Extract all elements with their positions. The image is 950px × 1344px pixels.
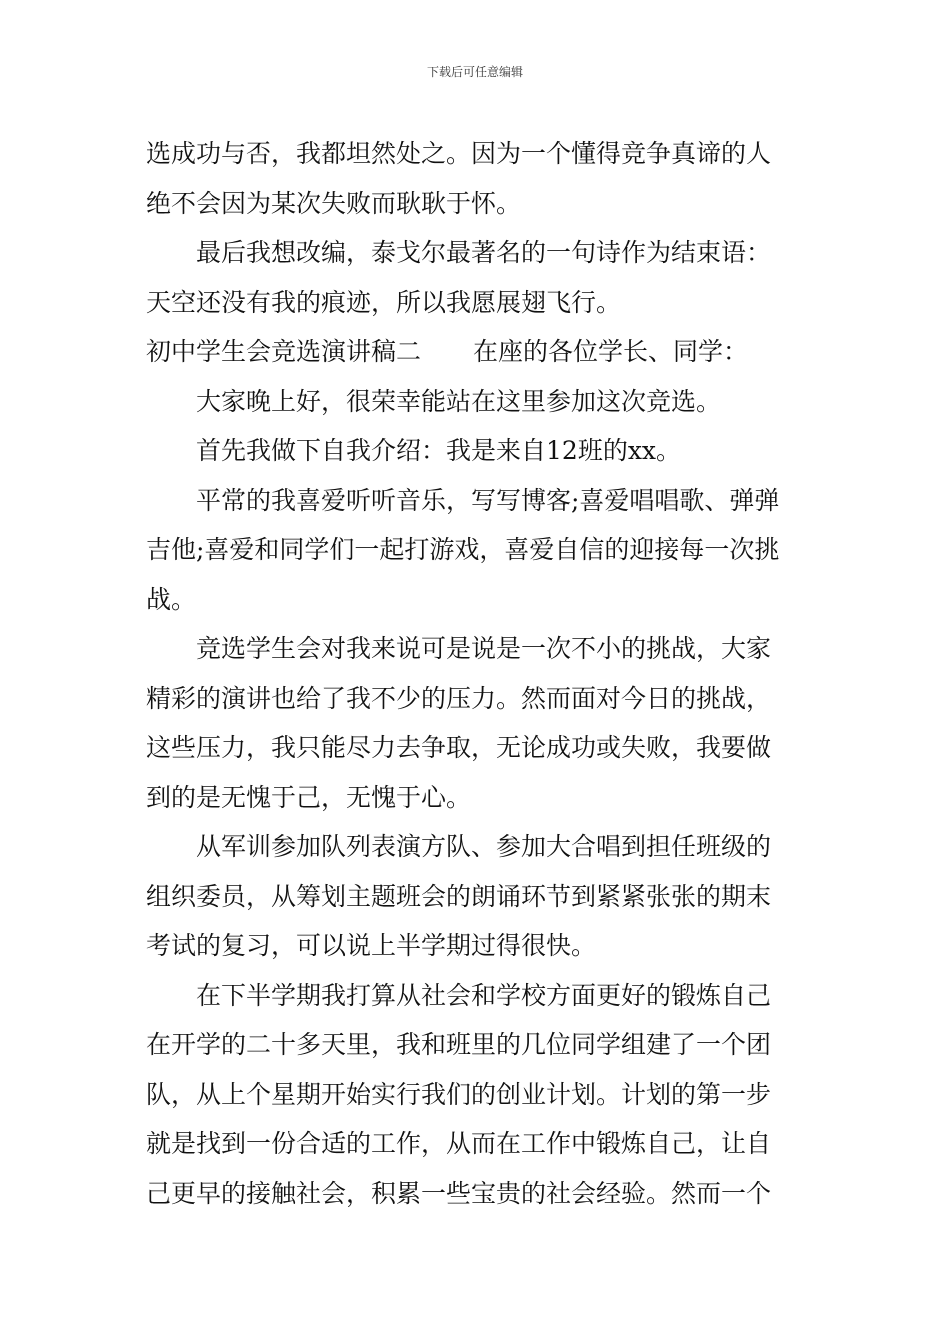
text-line: 最后我想改编，泰戈尔最著名的一句诗作为结束语： <box>196 238 772 267</box>
text-line: 吉他;喜爱和同学们一起打游戏，喜爱自信的迎接每一次挑 <box>146 535 780 564</box>
text-line: 到的是无愧于己，无愧于心。 <box>146 782 472 812</box>
paragraph-challenge <box>146 624 811 822</box>
text-line: 竞选学生会对我来说可是说是一次不小的挑战，大家 <box>196 634 772 663</box>
text-line: 组织委员，从筹划主题班会的朗诵环节到紧紧张张的期末 <box>146 881 772 911</box>
greeting: 在座的各位学长、同学： <box>473 337 749 366</box>
text-line: 战。 <box>146 584 197 614</box>
text-line: 这些压力，我只能尽力去争取，无论成功或失败，我要做 <box>146 733 772 762</box>
text-line: 队，从上个星期开始实行我们的创业计划。计划的第一步 <box>146 1079 772 1109</box>
section-title: 初中学生会竞选演讲稿二 <box>146 337 422 366</box>
text-line: 在下半学期我打算从社会和学校方面更好的锻炼自己 <box>196 980 772 1010</box>
text-line: 在开学的二十多天里，我和班里的几位同学组建了一个团 <box>146 1030 772 1059</box>
paragraph-closing <box>146 129 811 228</box>
section-title-line <box>146 327 811 377</box>
document-body <box>146 129 811 1218</box>
text-line: 己更早的接触社会，积累一些宝贵的社会经验。然而一个 <box>146 1178 772 1208</box>
paragraph-opening <box>146 377 811 427</box>
paragraph-quote <box>146 228 811 327</box>
text-line: 选成功与否，我都坦然处之。因为一个懂得竞争真谛的人 <box>146 139 772 168</box>
paragraph-semester <box>146 822 811 971</box>
text-line: 从军训参加队列表演方队、参加大合唱到担任班级的 <box>196 832 772 861</box>
text-line: 考试的复习，可以说上半学期过得很快。 <box>146 931 597 960</box>
text-line: 天空还没有我的痕迹，所以我愿展翅飞行。 <box>146 287 622 317</box>
paragraph-hobbies <box>146 476 811 625</box>
text-line: 大家晚上好，很荣幸能站在这里参加这次竞选。 <box>196 386 722 416</box>
text-line: 平常的我喜爱听听音乐，写写博客;喜爱唱唱歌、弹弹 <box>196 485 780 515</box>
text-line: 精彩的演讲也给了我不少的压力。然而面对今日的挑战， <box>146 683 772 713</box>
paragraph-introduction <box>146 426 811 476</box>
text-line: 就是找到一份合适的工作，从而在工作中锻炼自己，让自 <box>146 1129 772 1158</box>
text-line: 绝不会因为某次失败而耿耿于怀。 <box>146 188 522 218</box>
text-line: 首先我做下自我介绍：我是来自12班的xx。 <box>196 436 682 465</box>
page-header: 下载后可任意编辑 <box>426 65 523 79</box>
paragraph-plan <box>146 971 811 1219</box>
